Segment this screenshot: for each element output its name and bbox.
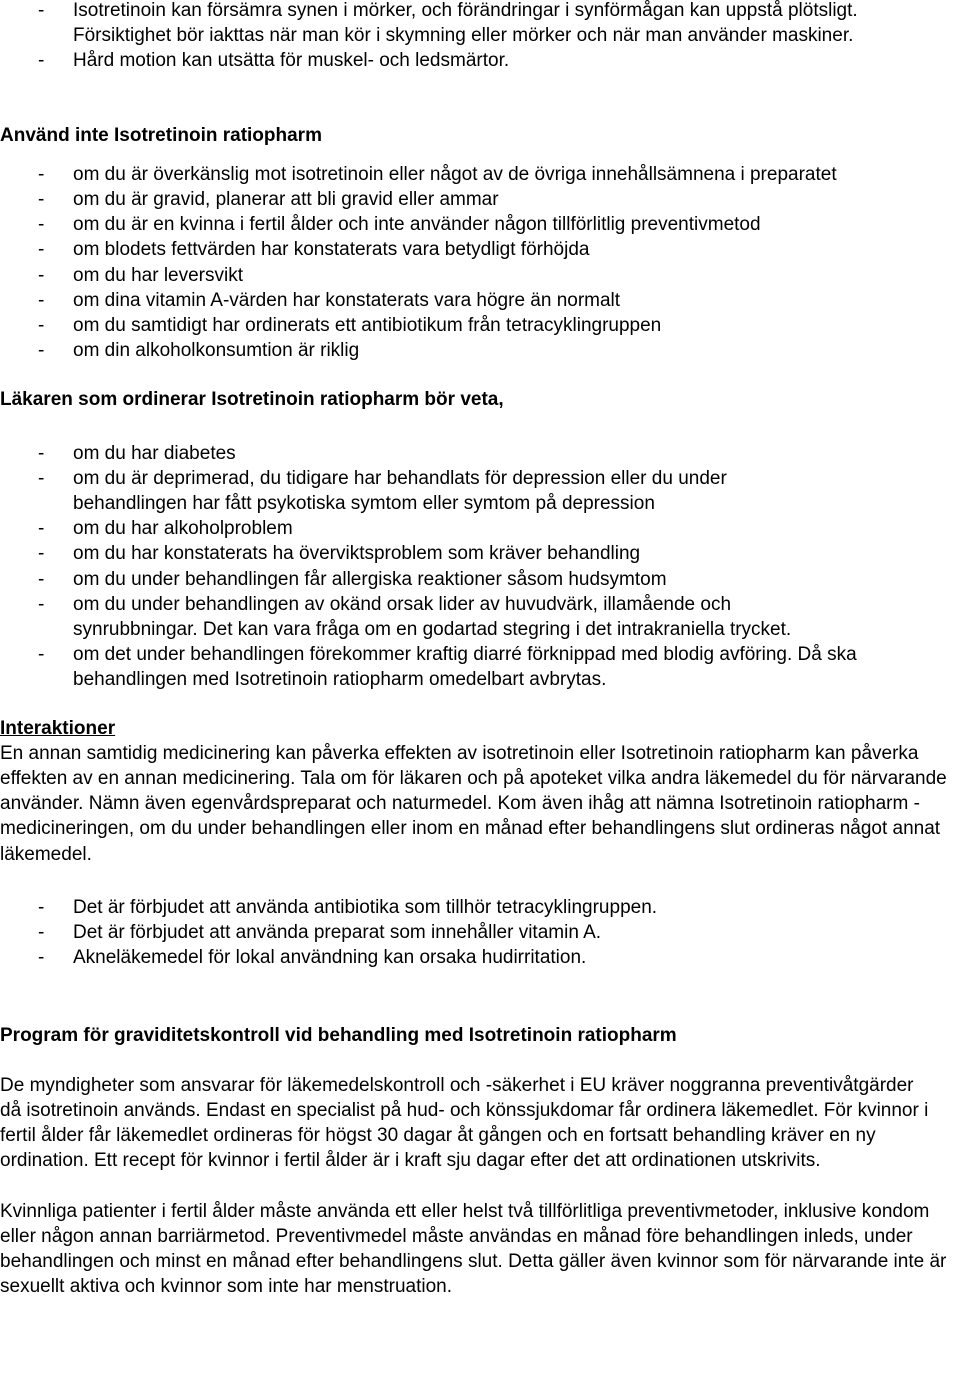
do-not-use-heading: Använd inte Isotretinoin ratiopharm [0, 124, 322, 146]
interactions-list [0, 895, 960, 971]
list-item: - om du under behandlingen får allergiska reaktioner såsom hudsymtom [0, 567, 960, 592]
list-item: - om du under behandlingen av okänd orsak lider av huvudvärk, illamående och synrubbningar. Det kan vara fråga om en godartad stegring i det intrakraniella trycket. [0, 592, 960, 642]
list-item: - om du har konstaterats ha överviktsproblem som kräver behandling [0, 541, 960, 566]
list-item: - om dina vitamin A-värden har konstaterats vara högre än normalt [0, 288, 960, 313]
do-not-use-list [0, 162, 960, 364]
pregnancy-program-paragraph-2: Kvinnliga patienter i fertil ålder måste använda ett eller helst två tillförlitliga preventivmetoder, inklusive kondom eller någon annan barriärmetod. Preventivmedel måste användas en månad före behandlingen inleds, under behandlingen och minst en månad efter behandlingens slut. Detta gäller även kvinnor som för närvarande inte är sexuellt aktiva och kvinnor som inte har menstruation. [0, 1200, 947, 1298]
pregnancy-program-paragraph-1: De myndigheter som ansvarar för läkemedelskontroll och -säkerhet i EU kräver noggranna preventivåtgärder då isotretinoin används. Endast en specialist på hud- och könssjukdomar får ordinera läkemedlet. För kvinnor i fertil ålder får läkemedlet ordineras för högst 30 dagar åt gången och en fortsatt behandling kräver en ny ordination. Ett recept för kvinnor i fertil ålder är i kraft sju dagar efter det att ordinationen utskrivits. [0, 1074, 929, 1172]
list-item: - om du har alkoholproblem [0, 516, 960, 541]
list-item: - om du är överkänslig mot isotretinoin eller något av de övriga innehållsämnena i preparatet [0, 162, 960, 187]
list-item: - Isotretinoin kan försämra synen i mörker, och förändringar i synförmågan kan uppstå plötsligt. Försiktighet bör iakttas när man kör i skymning eller mörker och när man använder maskiner. [0, 0, 960, 48]
list-item: - om din alkoholkonsumtion är riklig [0, 338, 960, 363]
pregnancy-program-section [0, 1023, 960, 1300]
doctor-should-know-section [0, 387, 960, 692]
list-item: - om du samtidigt har ordinerats ett antibiotikum från tetracyklingruppen [0, 313, 960, 338]
doctor-should-know-list [0, 441, 960, 693]
list-item: - Det är förbjudet att använda antibiotika som tillhör tetracyklingruppen. [0, 895, 960, 920]
pregnancy-program-heading: Program för graviditetskontroll vid behandling med Isotretinoin ratiopharm [0, 1024, 677, 1046]
list-item: - om du är gravid, planerar att bli gravid eller ammar [0, 187, 960, 212]
list-item: - Akneläkemedel för lokal användning kan orsaka hudirritation. [0, 945, 960, 970]
list-item: - om du är deprimerad, du tidigare har behandlats för depression eller du under behandlingen har fått psykotiska symtom eller symtom på depression [0, 466, 960, 516]
list-item: - om du är en kvinna i fertil ålder och inte använder någon tillförlitlig preventivmetod [0, 212, 960, 237]
doctor-should-know-heading: Läkaren som ordinerar Isotretinoin ratiopharm bör veta, [0, 389, 504, 411]
list-item: - Hård motion kan utsätta för muskel- och ledsmärtor. [0, 48, 960, 73]
list-item: - Det är förbjudet att använda preparat som innehåller vitamin A. [0, 920, 960, 945]
list-item: - om det under behandlingen förekommer kraftig diarré förknippad med blodig avföring. Då ska behandlingen med Isotretinoin ratiopharm omedelbart avbrytas. [0, 642, 960, 692]
interactions-heading: Interaktioner [0, 717, 116, 739]
list-item: - om du har diabetes [0, 441, 960, 466]
intro-list [0, 0, 960, 74]
list-item: - om du har leversvikt [0, 263, 960, 288]
interactions-section [0, 716, 960, 971]
do-not-use-section [0, 123, 960, 364]
list-item: - om blodets fettvärden har konstaterats vara betydligt förhöjda [0, 237, 960, 262]
interactions-paragraph: En annan samtidig medicinering kan påverka effekten av isotretinoin eller Isotretinoin ratiopharm kan påverka effekten av en annan medicinering. Tala om för läkaren och på apoteket vilka andra läkemedel du för närvarande använder. Nämn även egenvårdspreparat och naturmedel. Kom även ihåg att nämna Isotretinoin ratiopharm -medicineringen, om du under behandlingen eller inom en månad efter behandlingens slut ordineras något annat läkemedel. [0, 742, 947, 865]
